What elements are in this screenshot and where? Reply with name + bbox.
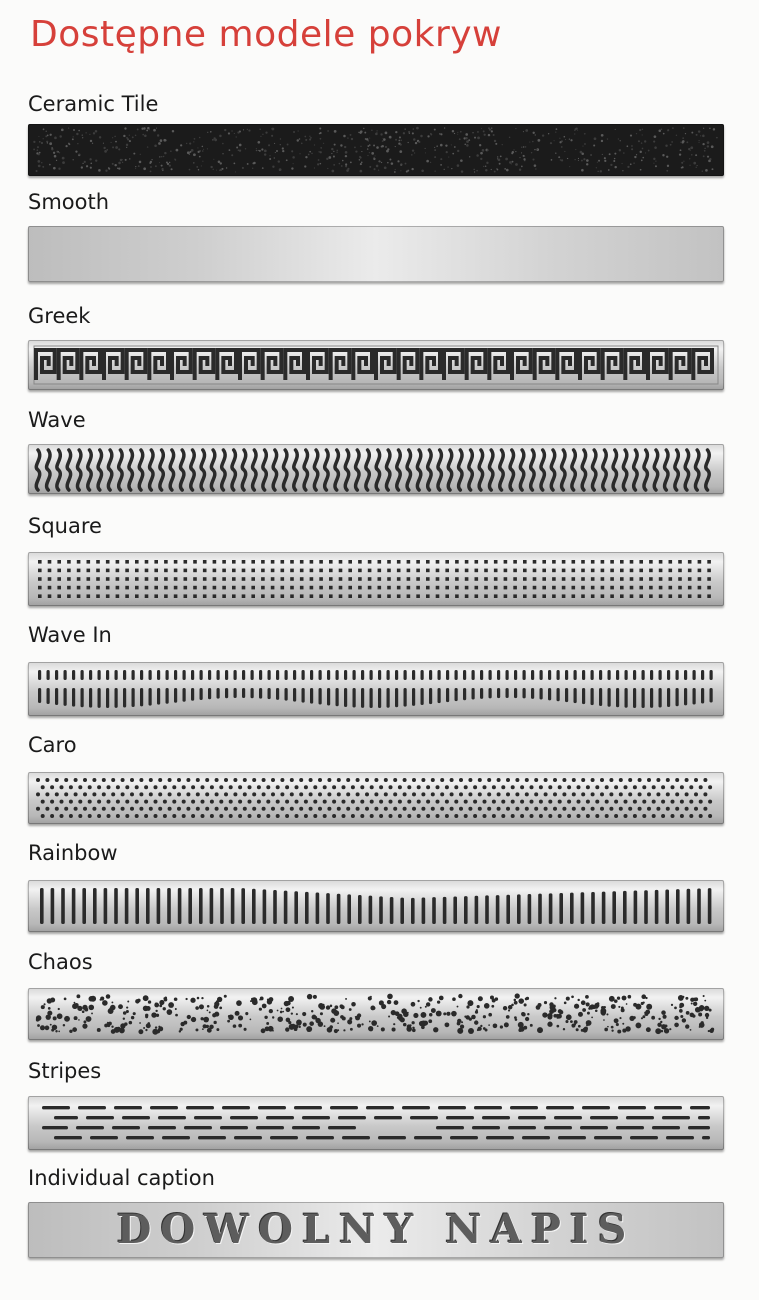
cover-rainbow [28,880,724,932]
model-label-wave: Wave [28,408,86,432]
cover-individual-caption [28,1202,724,1258]
cover-wave [28,444,724,494]
cover-greek [28,340,724,390]
cover-caro [28,772,724,824]
cover-chaos [28,988,724,1040]
engraved-caption-text: DOWOLNY NAPIS [116,1206,636,1253]
cover-square [28,552,724,606]
cover-smooth [28,226,724,282]
cover-ceramic-tile [28,124,724,176]
page-title: Dostępne modele pokryw [30,14,502,55]
model-label-individual-caption: Individual caption [28,1166,215,1190]
model-label-caro: Caro [28,733,77,757]
model-label-rainbow: Rainbow [28,841,118,865]
model-label-ceramic-tile: Ceramic Tile [28,92,159,116]
cover-stripes [28,1096,724,1150]
model-label-wave-in: Wave In [28,623,112,647]
model-label-chaos: Chaos [28,950,93,974]
model-label-stripes: Stripes [28,1059,102,1083]
model-label-square: Square [28,514,102,538]
model-label-smooth: Smooth [28,190,110,214]
cover-wave-in [28,662,724,716]
model-label-greek: Greek [28,304,91,328]
